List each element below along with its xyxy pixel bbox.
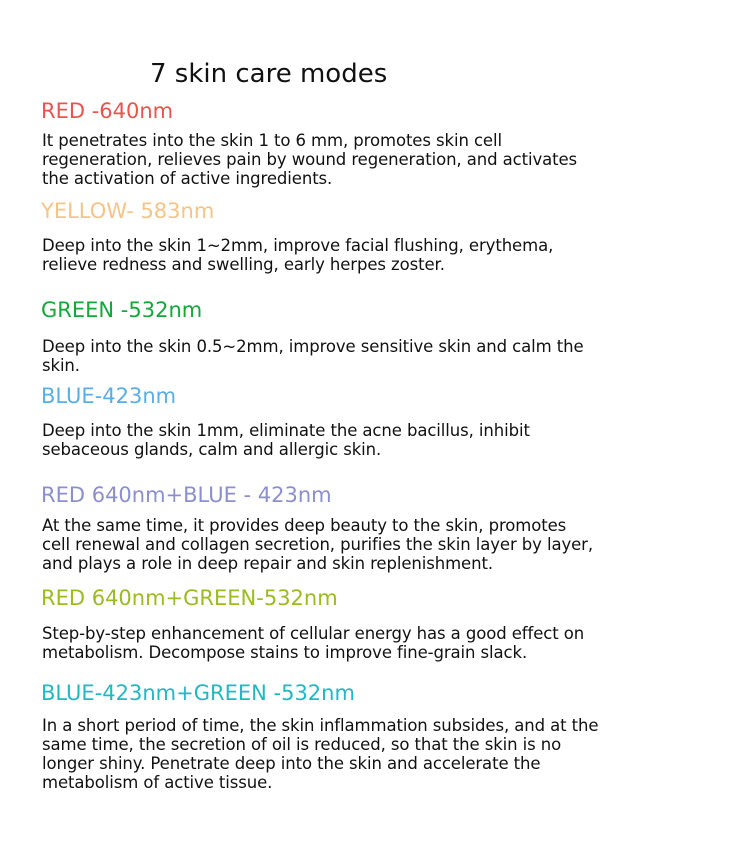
mode-description: It penetrates into the skin 1 to 6 mm, promotes skin cell regeneration, relieves pain by wound regeneration, and activates the activation of active ingredients. bbox=[42, 131, 578, 188]
mode-description: Deep into the skin 0.5~2mm, improve sensitive skin and calm the skin. bbox=[42, 337, 584, 375]
mode-description: Step-by-step enhancement of cellular energy has a good effect on metabolism. Decompose stains to improve fine-grain slack. bbox=[42, 624, 585, 662]
mode-heading: RED 640nm+GREEN-532nm bbox=[41, 586, 338, 610]
mode-description: Deep into the skin 1mm, eliminate the acne bacillus, inhibit sebaceous glands, calm and allergic skin. bbox=[42, 421, 530, 459]
mode-heading: BLUE-423nm+GREEN -532nm bbox=[41, 681, 355, 705]
mode-description: At the same time, it provides deep beauty to the skin, promotes cell renewal and collagen secretion, purifies the skin layer by layer, and plays a role in deep repair and skin replenishment. bbox=[42, 516, 594, 573]
mode-heading: RED -640nm bbox=[41, 99, 174, 123]
mode-description: In a short period of time, the skin inflammation subsides, and at the same time, the secretion of oil is reduced, so that the skin is no longer shiny. Penetrate deep into the skin and accelerate the metabolism of active tissue. bbox=[42, 716, 599, 792]
page-title: 7 skin care modes bbox=[150, 59, 388, 89]
mode-heading: GREEN -532nm bbox=[41, 298, 203, 322]
mode-description: Deep into the skin 1~2mm, improve facial flushing, erythema, relieve redness and swelling, early herpes zoster. bbox=[42, 236, 554, 274]
mode-heading: YELLOW- 583nm bbox=[41, 199, 215, 223]
mode-heading: BLUE-423nm bbox=[41, 384, 177, 408]
mode-heading: RED 640nm+BLUE - 423nm bbox=[41, 483, 332, 507]
